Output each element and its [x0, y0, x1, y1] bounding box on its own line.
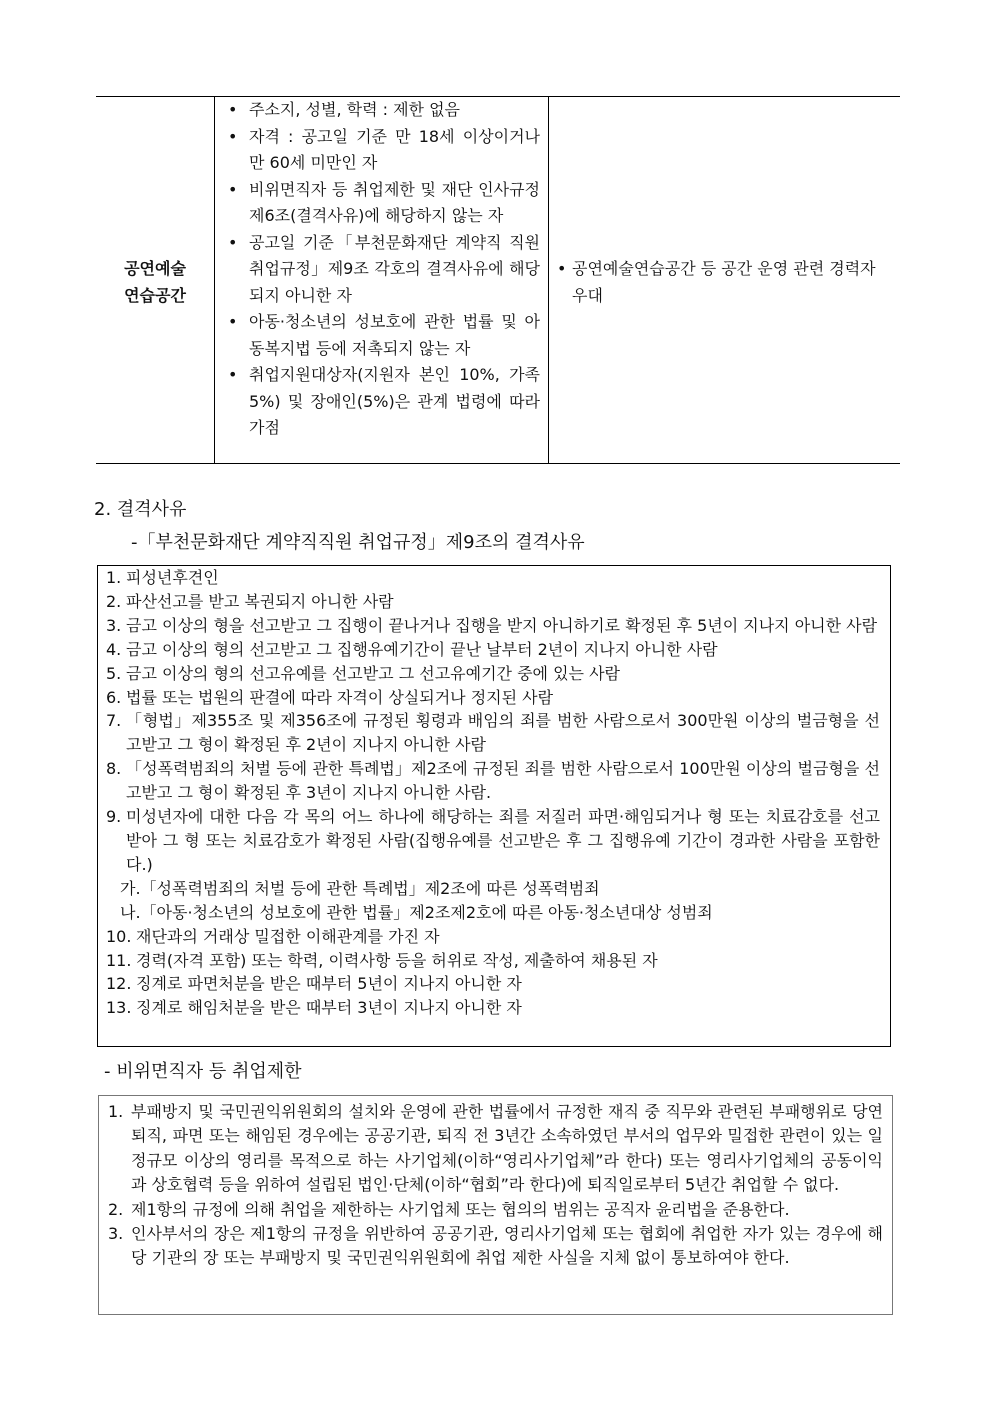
qualification-list	[228, 97, 540, 442]
list-item	[98, 638, 880, 662]
item-text: 파산선고를 받고 복권되지 아니한 사람	[126, 591, 394, 611]
bullet-icon: •	[228, 232, 238, 252]
item-number: 4.	[106, 639, 122, 659]
item-text: 피성년후견인	[126, 568, 219, 587]
item-text: 징계로 파면처분을 받은 때부터 5년이 지나지 아니한 자	[136, 974, 522, 994]
qualification-text: 아동·청소년의 성보호에 관한 법률 및 아동복지법 등에 저촉되지 않는 자	[249, 312, 540, 358]
item-text: 법률 또는 법원의 판결에 따라 자격이 상실되거나 정지된 사람	[126, 687, 554, 707]
category-line: 연습공간	[124, 286, 186, 305]
item-text: 「성폭력범죄의 처벌 등에 관한 특례법」제2조에 규정된 죄를 범한 사람으로서 100만원 이상의 벌금형을 선고받고 그 형이 확정된 후 3년이 지나지 아니한 사람.	[126, 759, 880, 803]
sub-list-item	[98, 877, 880, 901]
section-subtitle: - 비위면직자 등 취업제한	[104, 1061, 302, 1082]
category-line: 공연예술	[124, 259, 186, 278]
item-number: 7.	[106, 711, 122, 731]
list-item	[98, 996, 880, 1020]
list-item	[98, 709, 880, 757]
list-item	[99, 1222, 883, 1271]
item-number: 11.	[106, 950, 132, 970]
table-column-divider	[548, 97, 549, 463]
list-item	[99, 1198, 883, 1222]
qualification-text: 취업지원대상자(지원자 본인 10%, 가족 5%) 및 장애인(5%)은 관계 법령에 따라 가점	[249, 365, 540, 437]
bullet-icon: •	[228, 179, 238, 199]
table-column-divider	[214, 97, 215, 463]
list-item	[98, 590, 880, 614]
item-number: 10.	[106, 926, 132, 946]
restriction-list	[99, 1100, 883, 1271]
disqualification-list	[98, 566, 880, 1020]
qualification-text: 주소지, 성별, 학력 : 제한 없음	[249, 100, 461, 119]
list-item	[98, 614, 880, 638]
qualification-text: 자격 : 공고일 기준 만 18세 이상이거나 만 60세 미만인 자	[249, 126, 540, 172]
item-number: 2.	[106, 591, 122, 611]
item-text: 부패방지 및 국민권익위원회의 설치와 운영에 관한 법률에서 규정한 재직 중 직무와 관련된 부패행위로 당연 퇴직, 파면 또는 해임된 경우에는 공공기관, 퇴직 전 3년간 소속하였던 부서의 업무와 밀접한 관련이 있는 일정규모 이상의 영리를 목적으로 하는 사기업체(이하“영리사기업체”라 한다) 또는 영리사기업체의 공동이익과 상호협력 등을 위하여 설립된 법인·단체(이하“협회”라 한다)에 퇴직일로부터 5년간 취업할 수 없다.	[131, 1102, 883, 1195]
item-text: 금고 이상의 형의 선고유예를 선고받고 그 선고유예기간 중에 있는 사람	[126, 663, 620, 683]
item-text: 경력(자격 포함) 또는 학력, 이력사항 등을 허위로 작성, 제출하여 채용된 자	[136, 950, 658, 970]
qualification-item	[228, 124, 540, 177]
list-item	[98, 686, 880, 710]
qualification-text: 공고일 기준「부천문화재단 계약직 직원 취업규정」제9조 각호의 결격사유에 해당되지 아니한 자	[249, 232, 540, 305]
list-item	[98, 566, 880, 590]
item-text: 금고 이상의 형을 선고받고 그 집행이 끝나거나 집행을 받지 아니하기로 확정된 후 5년이 지나지 아니한 사람	[126, 615, 878, 635]
section-subtitle: -「부천문화재단 계약직직원 취업규정」제9조의 결격사유	[131, 532, 585, 553]
sub-list-item	[98, 901, 880, 925]
item-number: 9.	[106, 807, 122, 827]
list-item	[98, 949, 880, 973]
item-text: 제1항의 규정에 의해 취업을 제한하는 사기업체 또는 협의의 범위는 공직자 윤리법을 준용한다.	[131, 1199, 790, 1219]
qualification-item	[228, 309, 540, 362]
bullet-icon: •	[228, 126, 238, 146]
section-title: 2. 결격사유	[94, 499, 187, 520]
category-cell	[96, 255, 214, 309]
item-number: 3.	[106, 615, 122, 635]
sub-item-text: 나.「아동·청소년의 성보호에 관한 법률」제2조제2호에 따른 아동·청소년대상 성범죄	[120, 902, 713, 922]
list-item	[98, 805, 880, 877]
item-text: 인사부서의 장은 제1항의 규정을 위반하여 공공기관, 영리사기업체 또는 협회에 취업한 자가 있는 경우에 해당 기관의 장 또는 부패방지 및 국민권익위원회에 취업 제한 사실을 지체 없이 통보하여야 한다.	[131, 1224, 883, 1268]
list-item	[98, 925, 880, 949]
item-number: 12.	[106, 974, 132, 994]
qualification-text: 비위면직자 등 취업제한 및 재단 인사규정 제6조(결격사유)에 해당하지 않는 자	[249, 179, 540, 225]
item-number: 13.	[106, 998, 132, 1018]
item-text: 금고 이상의 형의 선고받고 그 집행유예기간이 끝난 날부터 2년이 지나지 아니한 사람	[126, 639, 718, 659]
list-item	[98, 757, 880, 805]
item-number: 5.	[106, 663, 122, 683]
qualification-item	[228, 97, 540, 124]
item-number: 8.	[106, 759, 122, 779]
requirements-table	[96, 96, 900, 464]
item-number: 1.	[108, 1102, 124, 1121]
list-item	[98, 662, 880, 686]
list-item	[98, 972, 880, 996]
item-number: 2.	[108, 1199, 124, 1219]
qualification-item	[228, 177, 540, 230]
employment-restriction-box	[98, 1095, 893, 1315]
qualification-item	[228, 230, 540, 310]
list-item	[99, 1100, 883, 1198]
bullet-icon: •	[228, 312, 238, 331]
bullet-icon: •	[228, 365, 238, 384]
preference-cell	[557, 255, 887, 309]
item-number: 6.	[106, 687, 122, 707]
qualification-item	[228, 362, 540, 442]
bullet-icon: •	[228, 100, 238, 119]
item-number: 3.	[108, 1224, 124, 1244]
item-text: 재단과의 거래상 밀접한 이해관계를 가진 자	[136, 926, 440, 946]
item-text: 미성년자에 대한 다음 각 목의 어느 하나에 해당하는 죄를 저질러 파면·해임되거나 형 또는 치료감호를 선고받아 그 형 또는 치료감호가 확정된 사람(집행유예를 선고받은 후 그 집행유예 기간이 경과한 사람을 포함한다.)	[126, 807, 880, 874]
preference-text: 공연예술연습공간 등 공간 운영 관련 경력자 우대	[572, 259, 876, 305]
item-text: 「형법」제355조 및 제356조에 규정된 횡령과 배임의 죄를 범한 사람으로서 300만원 이상의 벌금형을 선고받고 그 형이 확정된 후 2년이 지나지 아니한 사람	[126, 711, 880, 755]
item-number: 1.	[106, 568, 122, 587]
item-text: 징계로 해임처분을 받은 때부터 3년이 지나지 아니한 자	[136, 998, 522, 1018]
sub-item-text: 가.「성폭력범죄의 처벌 등에 관한 특례법」제2조에 따른 성폭력범죄	[120, 878, 600, 898]
bullet-icon: •	[557, 259, 567, 278]
disqualification-box	[97, 565, 891, 1047]
